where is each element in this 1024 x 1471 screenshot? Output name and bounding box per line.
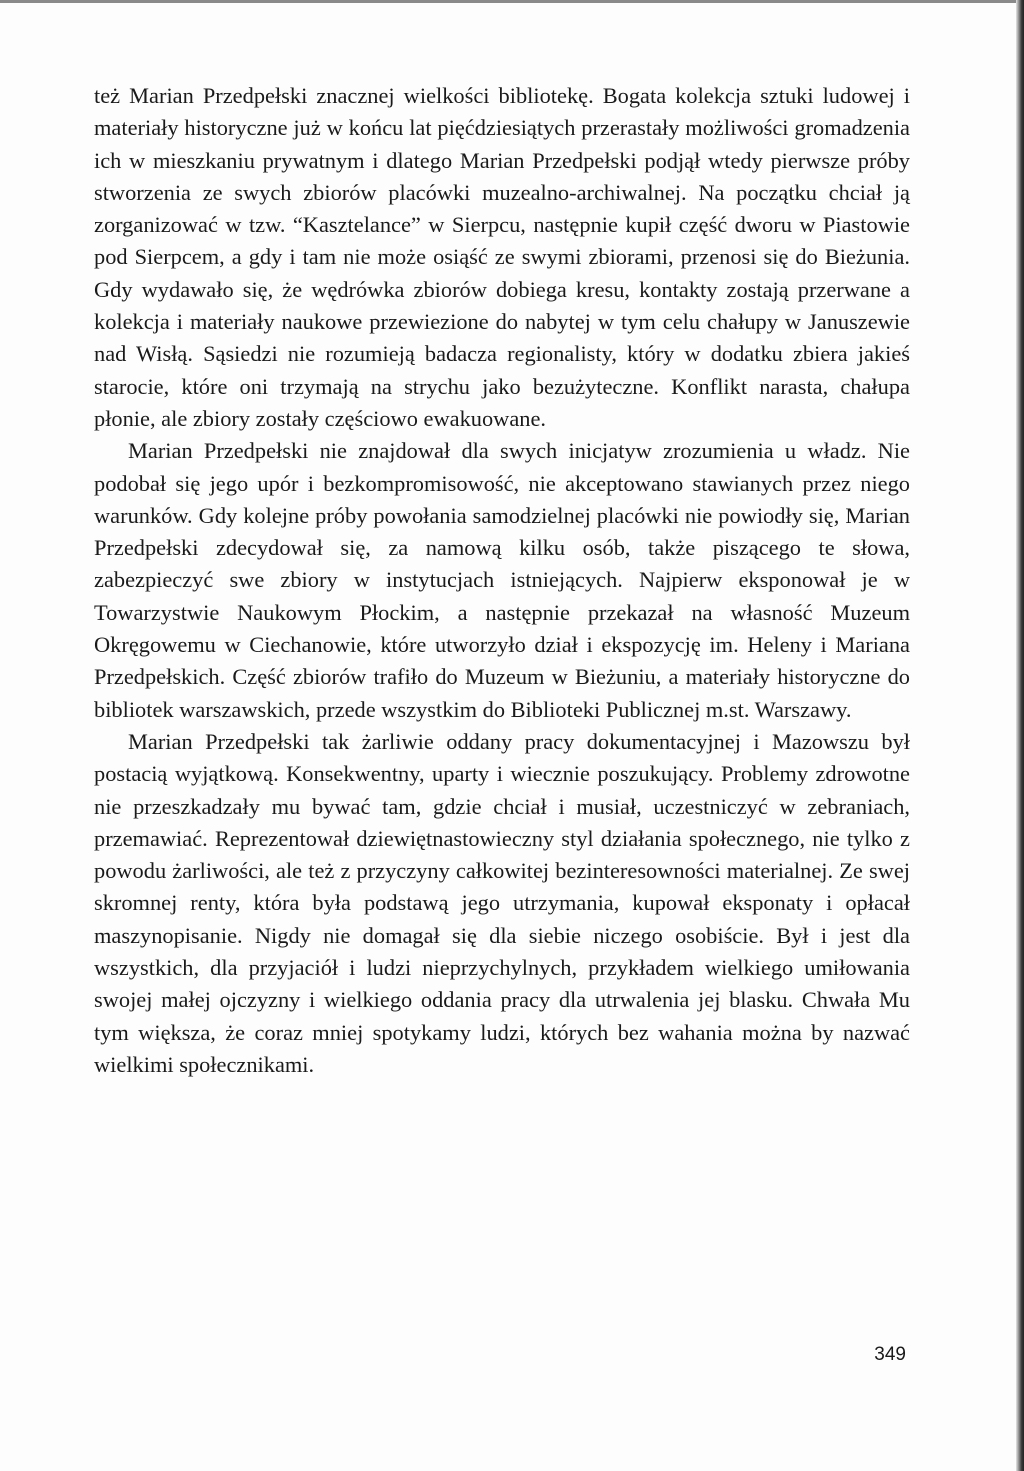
top-edge-rule	[0, 0, 1024, 3]
paragraph-2: Marian Przedpełski nie znajdował dla swych inicjatyw zrozumienia u władz. Nie podobał się jego upór i bezkompromisowość, nie akceptowano stawianych przez niego warunków. Gdy kolejne próby powołania samodzielnej placówki nie powiodły się, Marian Przedpełski zdecydował się, za namową kilku osób, także piszącego te słowa, zabezpieczyć swe zbiory w instytucjach istniejących. Najpierw eksponował je w Towarzystwie Naukowym Płockim, a następnie przekazał na własność Muzeum Okręgowemu w Ciechanowie, które utworzyło dział i ekspozycję im. Heleny i Mariana Przedpełskich. Część zbiorów trafiło do Muzeum w Bieżuniu, a materiały historyczne do bibliotek warszawskich, przede wszystkim do Biblioteki Publicznej m.st. Warszawy.	[94, 438, 910, 722]
page-edge-shadow	[1016, 0, 1024, 1471]
body-text	[94, 80, 910, 1081]
paragraph-3: Marian Przedpełski tak żarliwie oddany pracy dokumentacyjnej i Mazowszu był postacią wyjątkową. Konsekwentny, uparty i wiecznie poszukujący. Problemy zdrowotne nie przeszkadzały mu bywać tam, gdzie chciał i musiał, uczestniczyć w zebraniach, przemawiać. Reprezentował dziewiętnastowieczny styl działania społecznego, nie tylko z powodu żarliwości, ale też z przyczyny całkowitej bezinteresowności materialnej. Ze swej skromnej renty, która była podstawą jego utrzymania, kupował eksponaty i opłacał maszynopisanie. Nigdy nie domagał się dla siebie niczego osobiście. Był i jest dla wszystkich, dla przyjaciół i ludzi nieprzychylnych, przykładem wielkiego umiłowania swojej małej ojczyzny i wielkiego oddania pracy dla utrwalenia jej blasku. Chwała Mu tym większa, że coraz mniej spotykamy ludzi, których bez wahania można by nazwać wielkimi społecznikami.	[94, 728, 910, 1077]
page-number: 349	[874, 1344, 906, 1365]
paragraph-1: też Marian Przedpełski znacznej wielkości bibliotekę. Bogata kolekcja sztuki ludowej i materiały historyczne już w końcu lat pięćdziesiątych przerastały możliwości gromadzenia ich w mieszkaniu prywatnym i dlatego Marian Przedpełski podjął wtedy pierwsze próby stworzenia ze swych zbiorów placówki muzealno-archiwalnej. Na początku chciał ją zorganizować w tzw. “Kasztelance” w Sierpcu, następnie kupił część dworu w Piastowie pod Sierpcem, a gdy i tam nie może osiąść ze swymi zbiorami, przenosi się do Bieżunia. Gdy wydawało się, że wędrówka zbiorów dobiega kresu, kontakty zostają przerwane a kolekcja i materiały naukowe przewiezione do nabytej w tym celu chałupy w Januszewie nad Wisłą. Sąsiedzi nie rozumieją badacza regionalisty, który w dodatku zbiera jakieś starocie, które oni trzymają na strychu jako bezużyteczne. Konflikt narasta, chałupa płonie, ale zbiory zostały częściowo ewakuowane.	[94, 83, 910, 431]
